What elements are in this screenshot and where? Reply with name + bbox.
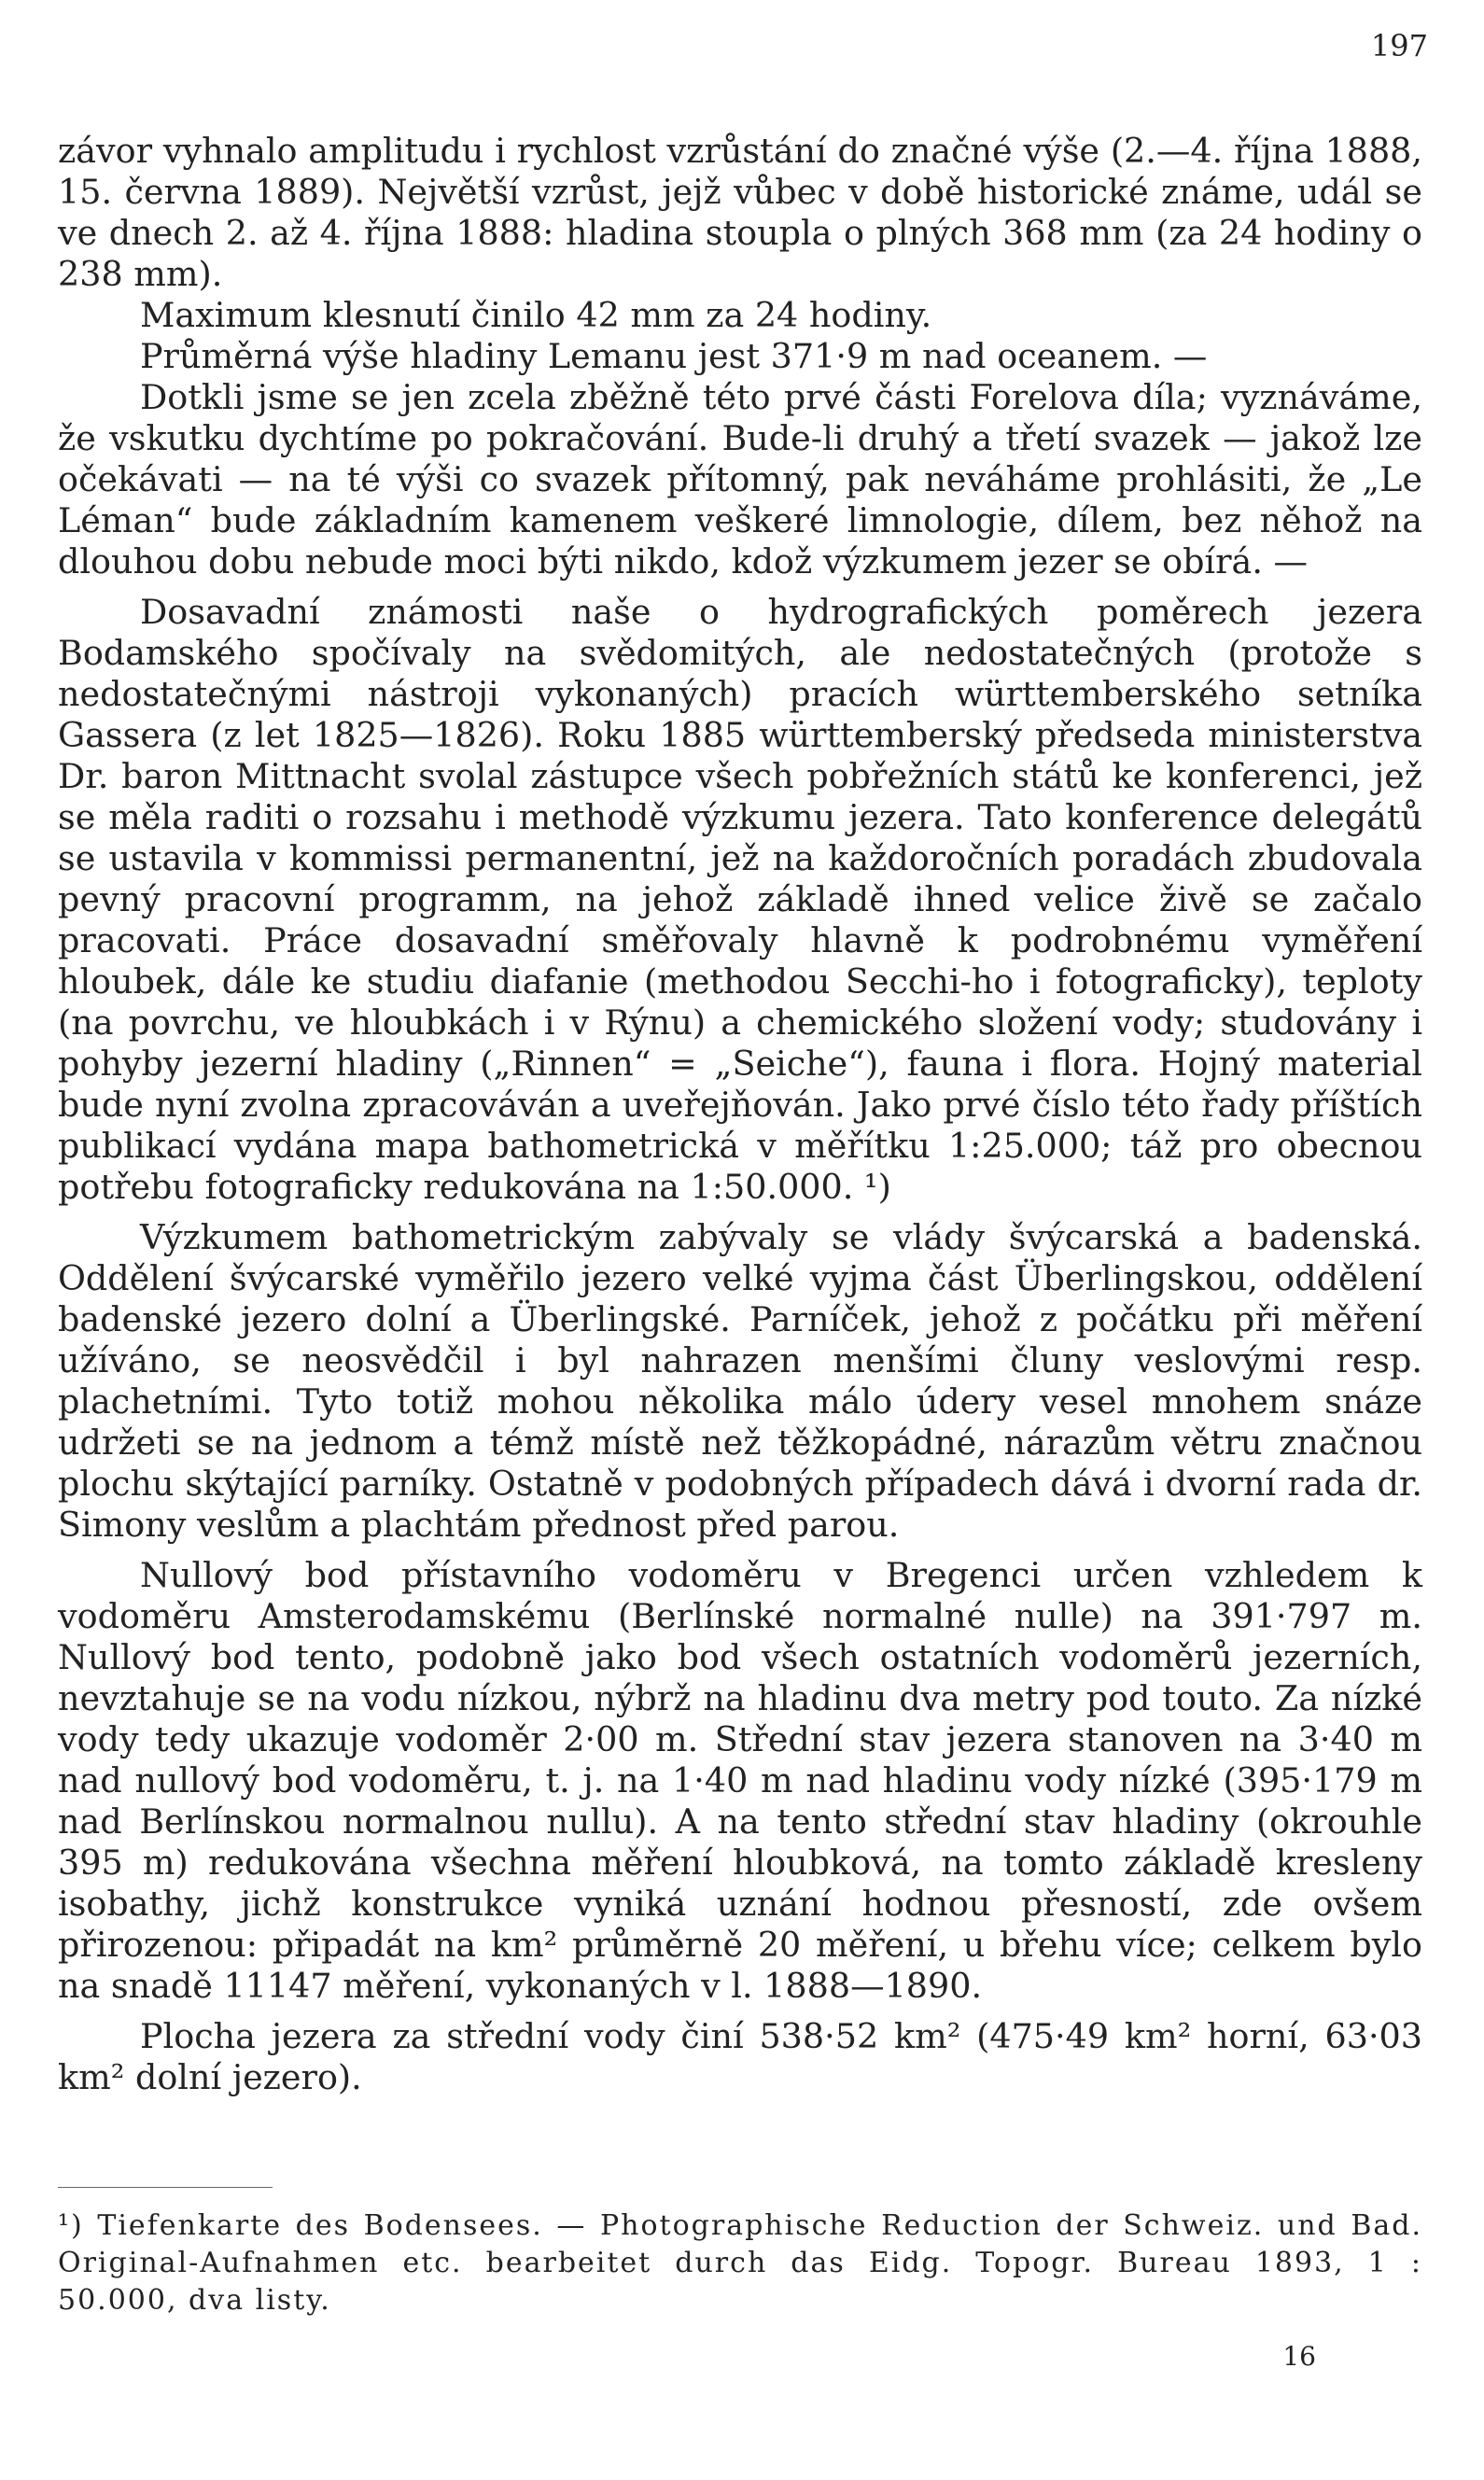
paragraph-continuation: závor vyhnalo amplitudu i rychlost vzrůstání do značné výše (2.—4. října 1888, 15. června 1889). Největší vzrůst, jejž vůbec v době historické známe, udál se ve dnech 2. až 4. října 1888: hladina stoupla o plných 368 mm (za 24 hodiny o 238 mm). bbox=[58, 131, 1422, 294]
page-number: 197 bbox=[1370, 28, 1428, 63]
paragraph-average-level: Průměrná výše hladiny Lemanu jest 371·9 m nad oceanem. — bbox=[140, 336, 1208, 376]
paragraph-forel-review: Dotkli jsme se jen zcela zběžně této prvé části Forelova díla; vyznáváme, že vskutku dychtíme po pokračování. Bude-li druhý a třetí svazek — jakož lze očekávati — na té výši co svazek přítomný, pak neváháme prohlásiti, že „Le Léman“ bude základním kamenem veškeré limnologie, dílem, bez něhož na dlouhou dobu nebude moci býti nikdo, kdož výzkumem jezer se obírá. — bbox=[58, 377, 1422, 581]
paragraph-lake-area: Plocha jezera za střední vody činí 538·52 km² (475·49 km² horní, 63·03 km² dolní jezero). bbox=[58, 2016, 1422, 2097]
paragraph-bodensee-history: Dosavadní známosti naše o hydrografických poměrech jezera Bodamského spočívaly na svědomitých, ale nedostatečných (protože s nedostatečnými nástroji vykonaných) pracích württemberského setníka Gassera (z let 1825—1826). Roku 1885 württemberský předseda ministerstva Dr. baron Mittnacht svolal zástupce všech pobřežních států ke konferenci, jež se měla raditi o rozsahu i methodě výzkumu jezera. Tato konference delegátů se ustavila v kommissi permanentní, jež na každoročních poradách zbudovala pevný pracovní programm, na jehož základě ihned velice živě se začalo pracovati. Práce dosavadní směřovaly hlavně k podrobnému vyměření hloubek, dále ke studiu diafanie (methodou Secchi-ho i fotograficky), teploty (na povrchu, ve hloubkách i v Rýnu) a chemického složení vody; studovány i pohyby jezerní hladiny („Rinnen“ = „Seiche“), fauna i flora. Hojný material bude nyní zvolna zpracováván a uveřejňován. Jako prvé číslo této řady příštích publikací vydána mapa bathometrická v měřítku 1:25.000; táž pro obecnou potřebu fotograficky redukována na 1:50.000. ¹) bbox=[58, 592, 1422, 1207]
footnote: ¹) Tiefenkarte des Bodensees. — Photographische Reduction der Schweiz. und Bad. Original-Aufnahmen etc. bearbeitet durch das Eidg. Topogr. Bureau 1893, 1 : 50.000, dva listy. bbox=[58, 2209, 1422, 2317]
paragraph-bathometric-survey: Výzkumem bathometrickým zabývaly se vlády švýcarská a badenská. Oddělení švýcarské vyměřilo jezero velké vyjma část Überlingskou, oddělení badenské jezero dolní a Überlingské. Parníček, jehož z počátku při měření užíváno, se neosvědčil i byl nahrazen menšími čluny veslovými resp. plachetními. Tyto totiž mohou několika málo údery vesel mnohem snáze udržeti se na jednom a témž místě než těžkopádné, nárazům větru značnou plochu skýtající parníky. Ostatně v podobných případech dává i dvorní rada dr. Simony veslům a plachtám přednost před parou. bbox=[58, 1217, 1422, 1545]
signature-mark: 16 bbox=[1282, 2341, 1316, 2372]
paragraph-maximum-drop: Maximum klesnutí činilo 42 mm za 24 hodiny. bbox=[140, 295, 932, 335]
body-text bbox=[58, 131, 1422, 2098]
paragraph-water-gauge: Nullový bod přístavního vodoměru v Bregenci určen vzhledem k vodoměru Amsterodamskému (Berlínské normalné nulle) na 391·797 m. Nullový bod tento, podobně jako bod všech ostatních vodoměrů jezerních, nevztahuje se na vodu nízkou, nýbrž na hladinu dva metry pod touto. Za nízké vody tedy ukazuje vodoměr 2·00 m. Střední stav jezera stanoven na 3·40 m nad nullový bod vodoměru, t. j. na 1·40 m nad hladinu vody nízké (395·179 m nad Berlínskou normalnou nullu). A na tento střední stav hladiny (okrouhle 395 m) redukována všechna měření hloubková, na tomto základě kresleny isobathy, jichž konstrukce vyniká uznání hodnou přesností, zde ovšem přirozenou: připadát na km² průměrně 20 měření, u břehu více; celkem bylo na snadě 11147 měření, vykonaných v l. 1888—1890. bbox=[58, 1555, 1422, 2006]
footnote-rule bbox=[58, 2187, 273, 2188]
